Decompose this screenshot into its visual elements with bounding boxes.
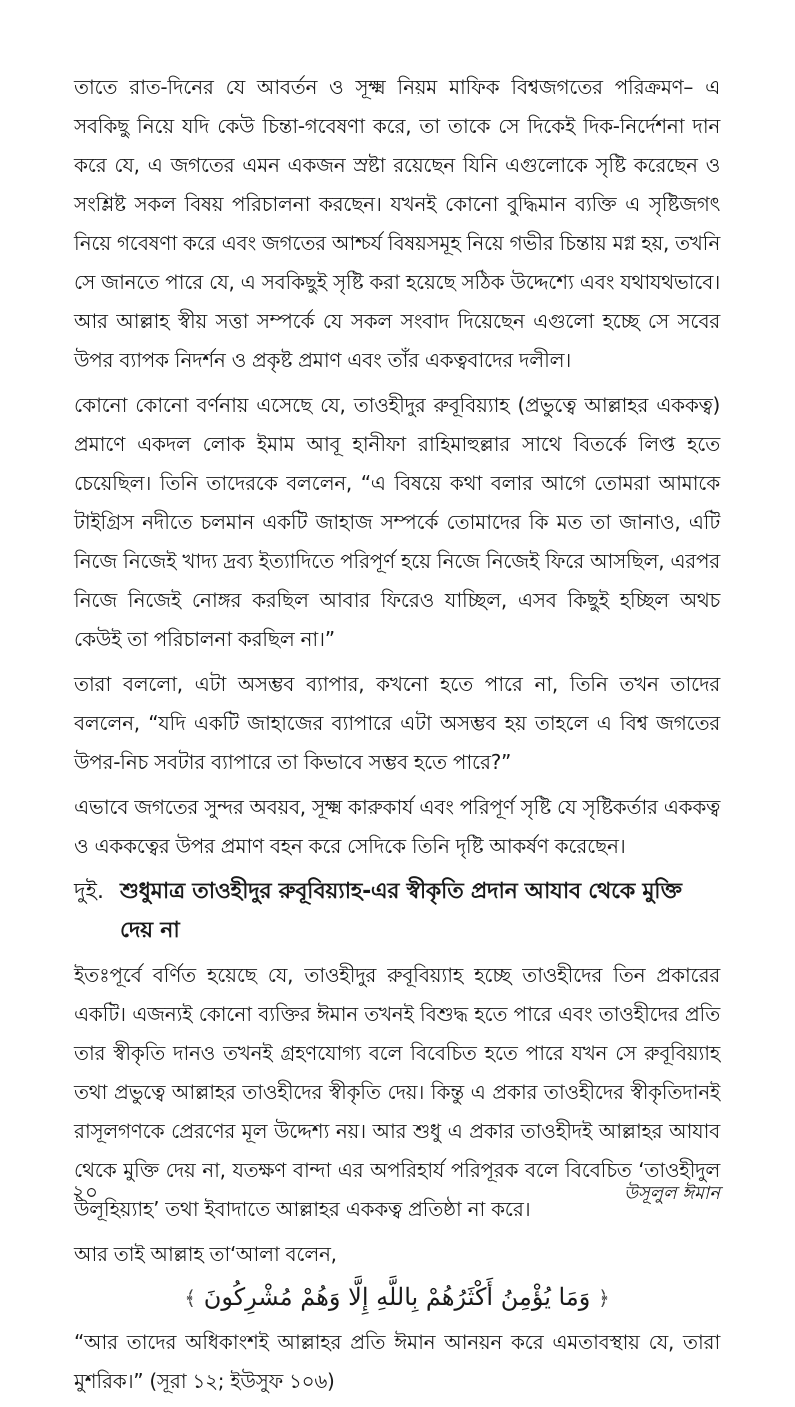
paragraph-tawhid-types: ইতঃপূর্বে বর্ণিত হয়েছে যে, তাওহীদুর রুবূবিয়্যাহ হচ্ছে তাওহীদের তিন প্রকারের একটি। এজন্যই কোনো ব্যক্তির ঈমান তখনই বিশুদ্ধ হতে পারে এবং তাওহীদের প্রতি তার স্বীকৃতি দানও তখনই গ্রহণযোগ্য বলে বিবেচিত হতে পারে যখন সে রুবূবিয়্যাহ তথা প্রভুত্বে আল্লাহর তাওহীদের স্বীকৃতি দেয়। কিন্তু এ প্রকার তাওহীদের স্বীকৃতিদানই রাসূলগণকে প্রেরণের মূল উদ্দেশ্য নয়। আর শুধু এ প্রকার তাওহীদই আল্লাহর আযাব থেকে মুক্তি দেয় না, যতক্ষণ বান্দা এর অপরিহার্য পরিপূরক বলে বিবেচিত ‘তাওহীদুল উলূহিয়্যাহ’ তথা ইবাদাতে আল্লাহর এককত্ব প্রতিষ্ঠা না করে। — [74, 963, 720, 1221]
page-number: ২০ — [72, 1180, 99, 1204]
paragraph-creation-reflection: তাতে রাত-দিনের যে আবর্তন ও সূক্ষ্ম নিয়ম মাফিক বিশ্বজগতের পরিক্রমণ– এ সবকিছু নিয়ে যদি কেউ চিন্তা-গবেষণা করে, তা তাকে সে দিকেই দিক-নির্দেশনা দান করে যে, এ জগতের এমন একজন স্রষ্টা রয়েছেন যিনি এগুলোকে সৃষ্টি করেছেন ও সংশ্লিষ্ট সকল বিষয় পরিচালনা করছেন। যখনই কোনো বুদ্ধিমান ব্যক্তি এ সৃষ্টিজগৎ নিয়ে গবেষণা করে এবং জগতের আশ্চর্য বিষয়সমূহ নিয়ে গভীর চিন্তায় মগ্ন হয়, তখনি সে জানতে পারে যে, এ সবকিছুই সৃষ্টি করা হয়েছে সঠিক উদ্দেশ্যে এবং যথাযথভাবে। আর আল্লাহ স্বীয় সত্তা সম্পর্কে যে সকল সংবাদ দিয়েছেন এগুলো হচ্ছে সে সবের উপর ব্যাপক নিদর্শন ও প্রকৃষ্ট প্রমাণ এবং তাঁর একত্ববাদের দলীল। — [74, 75, 720, 372]
paragraph-conclusion: এভাবে জগতের সুন্দর অবয়ব, সূক্ষ্ম কারুকার্য এবং পরিপূর্ণ সৃষ্টি যে সৃষ্টিকর্তার এককত্ব ও এককত্বের উপর প্রমাণ বহন করে সেদিকে তিনি দৃষ্টি আকর্ষণ করেছেন। — [74, 795, 720, 858]
paragraph-quran-intro: আর তাই আল্লাহ তা‘আলা বলেন, — [74, 1242, 337, 1266]
paragraph-abu-hanifa-debate: কোনো কোনো বর্ণনায় এসেছে যে, তাওহীদুর রুবূবিয়্যাহ (প্রভুত্বে আল্লাহর এককত্ব) প্রমাণে একদল লোক ইমাম আবূ হানীফা রাহিমাহুল্লার সাথে বিতর্কে লিপ্ত হতে চেয়েছিল। তিনি তাদেরকে বললেন, “এ বিষয়ে কথা বলার আগে তোমরা আমাকে টাইগ্রিস নদীতে চলমান একটি জাহাজ সম্পর্কে তোমাদের কি মত তা জানাও, এটি নিজে নিজেই খাদ্য দ্রব্য ইত্যাদিতে পরিপূর্ণ হয়ে নিজে নিজেই ফিরে আসছিল, এরপর নিজে নিজেই নোঙ্গর করছিল আবার ফিরেও যাচ্ছিল, এসব কিছুই হচ্ছিল অথচ কেউই তা পরিচালনা করছিল না।” — [74, 393, 720, 651]
page-footer — [72, 1178, 720, 1211]
book-title: উসূলুল ঈমান — [623, 1183, 720, 1204]
verse-open-ornament-icon: ﴿ — [597, 1286, 610, 1310]
section-heading — [74, 872, 720, 950]
paragraph-ship-argument: তারা বললো, এটা অসম্ভব ব্যাপার, কখনো হতে পারে না, তিনি তখন তাদের বললেন, “যদি একটি জাহাজের ব্যাপারে এটা অসম্ভব হয় তাহলে এ বিশ্ব জগতের উপর-নিচ সবটার ব্যাপারে তা কিভাবে সম্ভব হতে পারে?” — [74, 672, 720, 774]
section-number: দুই. — [74, 879, 104, 904]
verse-close-ornament-icon: ﴾ — [184, 1286, 197, 1310]
arabic-verse-text: وَمَا يُؤْمِنُ أَكْثَرُهُمْ بِاللَّهِ إِلَّا وَهُمْ مُشْرِكُونَ — [203, 1283, 591, 1311]
section-title: শুধুমাত্র তাওহীদুর রুবূবিয়্যাহ-এর স্বীকৃতি প্রদান আযাব থেকে মুক্তি দেয় না — [120, 879, 682, 943]
verse-translation: “আর তাদের অধিকাংশই আল্লাহর প্রতি ঈমান আনয়ন করে এমতাবস্থায় যে, তারা মুশরিক।” (সূরা ১২; ইউসুফ ১০৬) — [74, 1330, 720, 1393]
quran-verse — [74, 1274, 720, 1321]
